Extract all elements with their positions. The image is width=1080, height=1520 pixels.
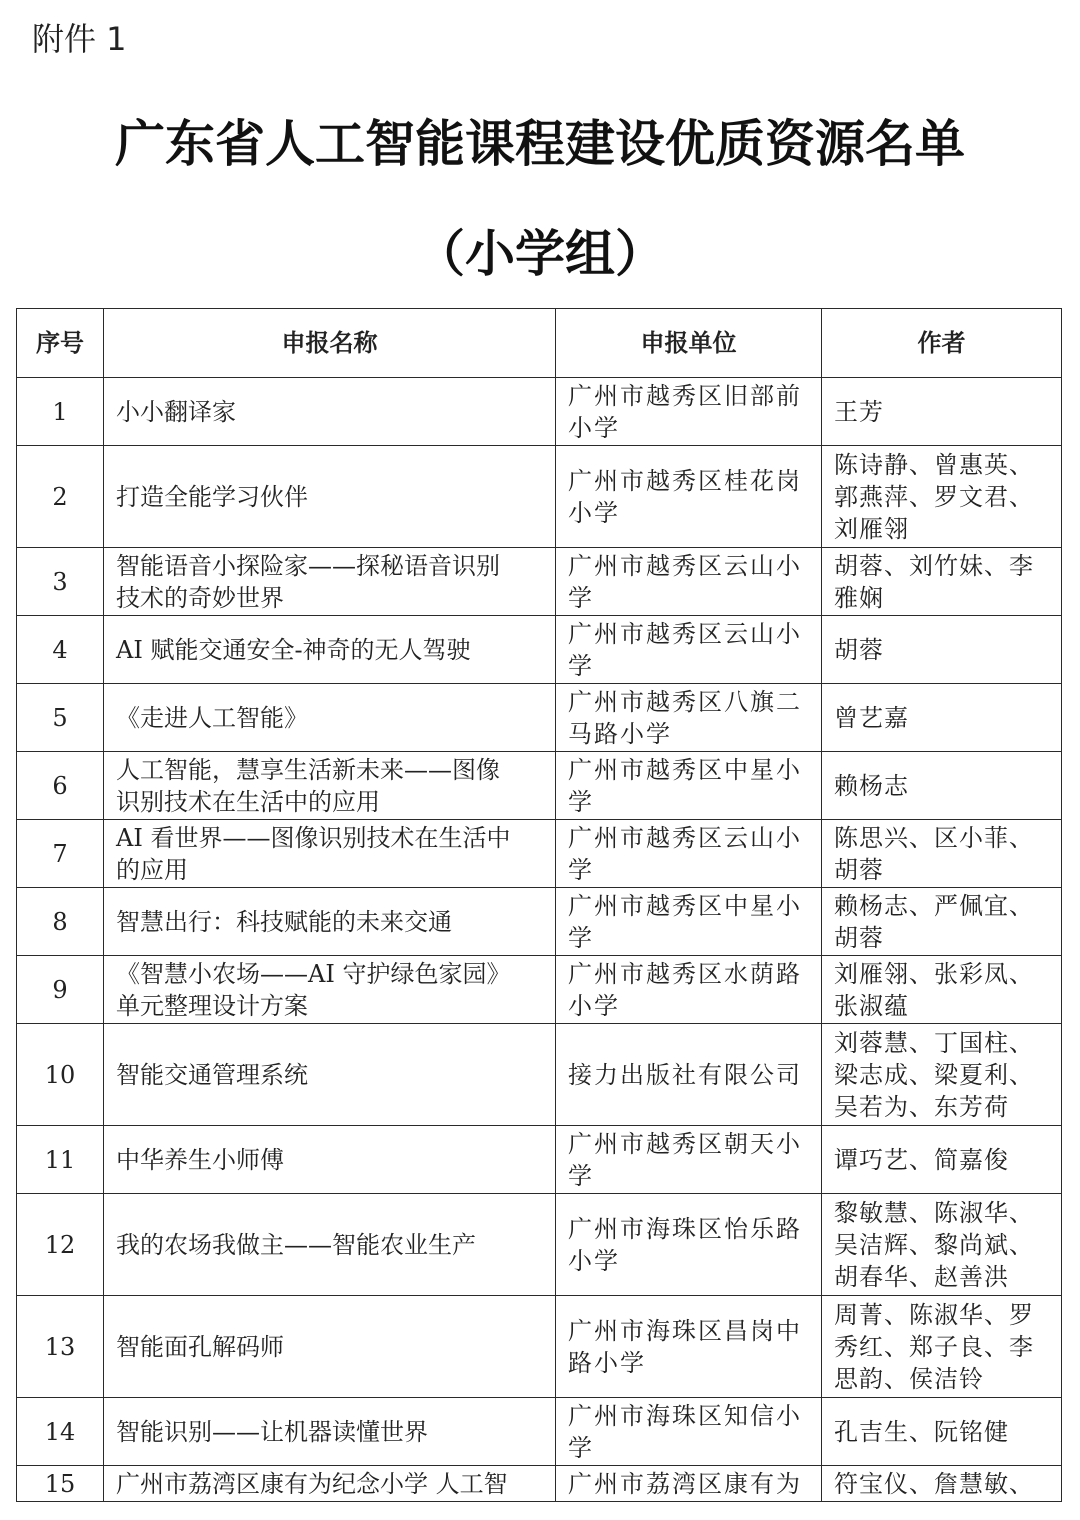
row-author — [822, 548, 1062, 616]
row-submitting-unit-line: 广州市越秀区水荫路 — [568, 959, 802, 988]
row-submitting-unit — [556, 1194, 822, 1296]
row-submission-name — [104, 752, 556, 820]
row-submitting-unit — [556, 684, 822, 752]
row-serial-number: 2 — [17, 446, 104, 548]
table-row — [17, 888, 1062, 956]
row-author-line: 胡蓉、刘竹妹、李 — [834, 551, 1034, 580]
row-author-line: 黎敏慧、陈淑华、 — [834, 1198, 1034, 1227]
row-serial-number: 13 — [17, 1296, 104, 1398]
row-author-line: 郭燕萍、罗文君、 — [834, 482, 1034, 511]
row-author-line: 赖杨志、严佩宜、 — [834, 891, 1034, 920]
row-submitting-unit-line: 广州市越秀区云山小 — [568, 551, 802, 580]
row-submitting-unit-line: 小学 — [568, 1246, 620, 1275]
row-author-line: 吴若为、东芳荷 — [834, 1092, 1009, 1121]
row-submitting-unit — [556, 1398, 822, 1466]
row-submitting-unit — [556, 1466, 822, 1502]
row-author — [822, 820, 1062, 888]
table-row — [17, 684, 1062, 752]
row-author-line: 孔吉生、阮铭健 — [834, 1417, 1009, 1446]
row-submitting-unit — [556, 446, 822, 548]
row-submission-name-line: 单元整理设计方案 — [116, 991, 308, 1020]
row-submission-name — [104, 1126, 556, 1194]
row-submitting-unit-line: 广州市越秀区朝天小 — [568, 1129, 802, 1158]
row-serial-number: 6 — [17, 752, 104, 820]
row-author — [822, 956, 1062, 1024]
table-row — [17, 378, 1062, 446]
header-serial-number: 序号 — [17, 309, 104, 378]
row-author-line: 雅娴 — [834, 583, 884, 612]
row-submission-name-line: 的应用 — [116, 855, 188, 884]
row-serial-number: 4 — [17, 616, 104, 684]
row-submitting-unit — [556, 378, 822, 446]
row-author-line: 刘雁翎 — [834, 514, 909, 543]
row-author-line: 刘雁翎、张彩凤、 — [834, 959, 1034, 988]
row-submitting-unit-line: 广州市海珠区怡乐路 — [568, 1214, 802, 1243]
row-author — [822, 1466, 1062, 1502]
row-submitting-unit-line: 学 — [568, 583, 594, 612]
row-serial-number: 8 — [17, 888, 104, 956]
row-author — [822, 1296, 1062, 1398]
table-header-row — [17, 309, 1062, 378]
table-row — [17, 616, 1062, 684]
row-author — [822, 1398, 1062, 1466]
row-submission-name-line: 技术的奇妙世界 — [116, 583, 284, 612]
row-serial-number: 12 — [17, 1194, 104, 1296]
row-author-line: 胡春华、赵善洪 — [834, 1262, 1009, 1291]
row-submission-name — [104, 956, 556, 1024]
row-submitting-unit-line: 小学 — [568, 498, 620, 527]
row-submission-name — [104, 446, 556, 548]
row-submitting-unit-line: 学 — [568, 923, 594, 952]
row-submission-name-line: 智能语音小探险家——探秘语音识别 — [116, 551, 500, 580]
row-author-line: 赖杨志 — [834, 771, 909, 800]
table-row — [17, 820, 1062, 888]
row-submitting-unit-line: 广州市荔湾区康有为 — [568, 1469, 802, 1498]
row-submission-name — [104, 1466, 556, 1502]
row-author-line: 胡蓉 — [834, 855, 884, 884]
row-submission-name-line: 小小翻译家 — [116, 397, 236, 426]
row-submitting-unit — [556, 1024, 822, 1126]
row-submission-name-line: 《智慧小农场——AI 守护绿色家园》 — [116, 959, 511, 988]
row-submission-name-line: 我的农场我做主——智能农业生产 — [116, 1230, 476, 1259]
row-author-line: 曾艺嘉 — [834, 703, 909, 732]
row-serial-number: 5 — [17, 684, 104, 752]
row-submission-name — [104, 1398, 556, 1466]
row-submitting-unit-line: 广州市越秀区云山小 — [568, 619, 802, 648]
table-row — [17, 956, 1062, 1024]
row-submission-name — [104, 1296, 556, 1398]
row-submission-name — [104, 684, 556, 752]
document-subtitle: （小学组） — [415, 224, 665, 283]
table-row — [17, 1126, 1062, 1194]
row-submitting-unit-line: 广州市越秀区旧部前 — [568, 381, 802, 410]
row-submitting-unit-line: 广州市海珠区昌岗中 — [568, 1316, 802, 1345]
table-row — [17, 1024, 1062, 1126]
row-submitting-unit-line: 小学 — [568, 991, 620, 1020]
row-submission-name — [104, 616, 556, 684]
row-submission-name-line: 智能交通管理系统 — [116, 1060, 308, 1089]
row-serial-number: 7 — [17, 820, 104, 888]
row-serial-number: 9 — [17, 956, 104, 1024]
row-submission-name-line: 智慧出行：科技赋能的未来交通 — [116, 907, 452, 936]
row-serial-number: 1 — [17, 378, 104, 446]
row-author-line: 符宝仪、詹慧敏、 — [834, 1469, 1034, 1498]
row-submission-name-line: 识别技术在生活中的应用 — [116, 787, 380, 816]
row-author — [822, 752, 1062, 820]
row-submission-name-line: 打造全能学习伙伴 — [116, 482, 308, 511]
row-submission-name — [104, 1024, 556, 1126]
row-submitting-unit-line: 小学 — [568, 413, 620, 442]
row-author-line: 陈思兴、区小菲、 — [834, 823, 1034, 852]
table-body — [17, 378, 1062, 1502]
row-submission-name — [104, 820, 556, 888]
row-submission-name-line: 中华养生小师傅 — [116, 1145, 284, 1174]
row-submitting-unit-line: 广州市越秀区云山小 — [568, 823, 802, 852]
row-submission-name — [104, 888, 556, 956]
row-submitting-unit-line: 学 — [568, 651, 594, 680]
row-author — [822, 1024, 1062, 1126]
row-author — [822, 888, 1062, 956]
row-author-line: 谭巧艺、简嘉俊 — [834, 1145, 1009, 1174]
resource-table — [16, 308, 1062, 1502]
row-submission-name-line: AI 赋能交通安全-神奇的无人驾驶 — [116, 635, 471, 664]
row-serial-number: 15 — [17, 1466, 104, 1502]
row-author-line: 陈诗静、曾惠英、 — [834, 450, 1034, 479]
row-author — [822, 378, 1062, 446]
row-serial-number: 11 — [17, 1126, 104, 1194]
row-submission-name — [104, 548, 556, 616]
row-submitting-unit-line: 马路小学 — [568, 719, 672, 748]
row-submitting-unit-line: 广州市越秀区中星小 — [568, 755, 802, 784]
table-row — [17, 548, 1062, 616]
row-serial-number: 3 — [17, 548, 104, 616]
row-submitting-unit — [556, 820, 822, 888]
row-author-line: 秀红、郑子良、李 — [834, 1332, 1034, 1361]
table-row — [17, 1466, 1062, 1502]
row-author-line: 刘蓉慧、丁国柱、 — [834, 1028, 1034, 1057]
row-submitting-unit — [556, 1296, 822, 1398]
row-submitting-unit-line: 广州市海珠区知信小 — [568, 1401, 802, 1430]
row-submitting-unit — [556, 752, 822, 820]
row-submission-name-line: 智能面孔解码师 — [116, 1332, 284, 1361]
row-submission-name — [104, 1194, 556, 1296]
row-submitting-unit — [556, 888, 822, 956]
row-submitting-unit — [556, 1126, 822, 1194]
row-submission-name — [104, 378, 556, 446]
row-serial-number: 10 — [17, 1024, 104, 1126]
row-submitting-unit — [556, 616, 822, 684]
row-author — [822, 616, 1062, 684]
row-author-line: 王芳 — [834, 397, 884, 426]
row-author — [822, 446, 1062, 548]
row-author-line: 张淑蕴 — [834, 991, 909, 1020]
table-row — [17, 1194, 1062, 1296]
row-author — [822, 1194, 1062, 1296]
table-row — [17, 1296, 1062, 1398]
row-submitting-unit-line: 学 — [568, 787, 594, 816]
row-submission-name-line: 智能识别——让机器读懂世界 — [116, 1417, 428, 1446]
row-submitting-unit-line: 路小学 — [568, 1348, 646, 1377]
row-submitting-unit — [556, 956, 822, 1024]
row-submission-name-line: 《走进人工智能》 — [116, 703, 308, 732]
row-submitting-unit-line: 学 — [568, 1161, 594, 1190]
table-row — [17, 1398, 1062, 1466]
row-author-line: 梁志成、梁夏利、 — [834, 1060, 1034, 1089]
row-author-line: 思韵、侯洁铃 — [834, 1364, 984, 1393]
header-submission-name: 申报名称 — [104, 309, 556, 378]
header-submitting-unit: 申报单位 — [556, 309, 822, 378]
row-submitting-unit-line: 广州市越秀区八旗二 — [568, 687, 802, 716]
row-author-line: 胡蓉 — [834, 923, 884, 952]
row-submission-name-line: AI 看世界——图像识别技术在生活中 — [116, 823, 511, 852]
attachment-label: 附件 1 — [32, 20, 127, 58]
header-author: 作者 — [822, 309, 1062, 378]
row-submitting-unit-line: 学 — [568, 1433, 594, 1462]
row-submitting-unit-line: 学 — [568, 855, 594, 884]
row-author — [822, 684, 1062, 752]
row-author-line: 周菁、陈淑华、罗 — [834, 1300, 1034, 1329]
row-submitting-unit — [556, 548, 822, 616]
table-row — [17, 446, 1062, 548]
row-serial-number: 14 — [17, 1398, 104, 1466]
row-submitting-unit-line: 广州市越秀区桂花岗 — [568, 466, 802, 495]
row-submission-name-line: 广州市荔湾区康有为纪念小学 人工智 — [116, 1469, 508, 1498]
row-author-line: 胡蓉 — [834, 635, 884, 664]
row-submission-name-line: 人工智能，慧享生活新未来——图像 — [116, 755, 500, 784]
row-author-line: 吴洁辉、黎尚斌、 — [834, 1230, 1034, 1259]
row-author — [822, 1126, 1062, 1194]
document-title: 广东省人工智能课程建设优质资源名单 — [115, 114, 965, 173]
row-submitting-unit-line: 接力出版社有限公司 — [568, 1060, 802, 1089]
table-row — [17, 752, 1062, 820]
row-submitting-unit-line: 广州市越秀区中星小 — [568, 891, 802, 920]
